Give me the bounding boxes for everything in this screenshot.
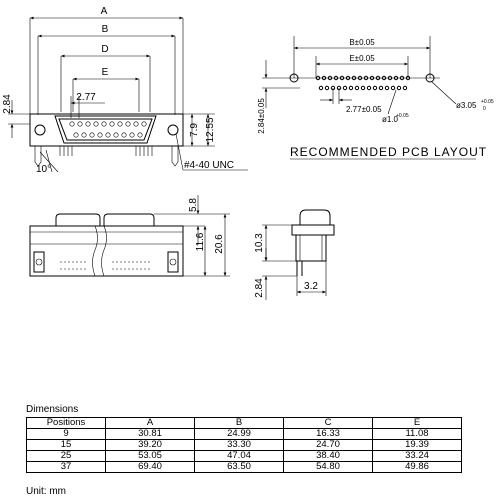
table-row [27,429,462,440]
table-cell: 16.33 [284,429,373,440]
table-cell: 69.40 [106,462,195,473]
unit-label: Unit: mm [26,486,66,497]
dimensions-title: Dimensions [26,404,79,415]
table-cell: 53.05 [106,451,195,462]
table-cell: 19.39 [373,440,462,451]
front-view [2,6,248,175]
table-cell: 24.99 [195,429,284,440]
table-cell: 39.20 [106,440,195,451]
pcb-pins [60,146,152,156]
dim-11-6-label: 11.6 [195,232,206,252]
table-cell: 9 [27,429,106,440]
pcb-layout [257,36,494,159]
table-header-cell: C [284,418,373,429]
hidden-contacts [60,262,150,269]
pcb-hole-small-tol: +0.05 [396,113,409,119]
table-cell: 33.24 [373,451,462,462]
dim-3-2-label: 3.2 [304,281,318,292]
pcb-row-offset-label: 2.84±0.05 [257,98,266,134]
pcb-layout-title: RECOMMENDED PCB LAYOUT [290,145,488,159]
dim-B-label: B [101,24,109,35]
dim-A-label: A [100,6,108,17]
table-cell: 30.81 [106,429,195,440]
table-header-cell: E [373,418,462,429]
pcb-hole-row-bottom [319,86,406,89]
dimensions-table [26,417,462,473]
side-dim-2-84-label: 2.84 [254,278,265,298]
dim-7-9-label: 7.9 [189,123,200,137]
table-cell: 49.86 [373,462,462,473]
dim-12-55-label: 12.55 [205,117,216,143]
table-row [27,451,462,462]
dim-D-label: D [101,44,109,55]
table-cell: 54.80 [284,462,373,473]
pcb-hole-large-tol-bot: 0 [483,106,486,112]
dim-2-84-label: 2.84 [2,94,13,114]
pcb-pitch-label: 2.77±0.05 [346,105,382,114]
table-cell: 33.30 [195,440,284,451]
pcb-hole-small-label: ø1.0 [382,115,399,124]
pcb-hole-large-label: ø3.05 [456,101,477,110]
table-cell: 24.70 [284,440,373,451]
dim-20-6-label: 20.6 [214,234,225,254]
table-header-row [27,418,462,429]
table-row [27,462,462,473]
table-cell: 15 [27,440,106,451]
table-header-cell: B [195,418,284,429]
pcb-dim-B-label: B±0.05 [349,38,375,47]
table-cell: 37 [27,462,106,473]
side-view [254,210,334,300]
screw-spec-label: #4-40 UNC [184,160,235,171]
table-cell: 38.40 [284,451,373,462]
table-header-cell: A [106,418,195,429]
contact-row-bottom [74,133,142,137]
table-cell: 25 [27,451,106,462]
pitch-label: 2.77 [76,92,96,103]
angle-label: 10° [36,164,52,175]
table-cell: 11.08 [373,429,462,440]
table-header-cell: Positions [27,418,106,429]
dim-10-3-label: 10.3 [254,233,265,253]
table-cell: 63.50 [195,462,284,473]
pcb-hole-large-tol-top: +0.05 [481,99,494,105]
table-row [27,440,462,451]
pcb-dim-E-label: E±0.05 [349,54,375,63]
bottom-view [30,195,230,276]
table-cell: 47.04 [195,451,284,462]
dim-E-label: E [101,67,109,78]
dim-5-8-label: 5.8 [188,198,199,212]
contact-row-top [70,122,146,126]
